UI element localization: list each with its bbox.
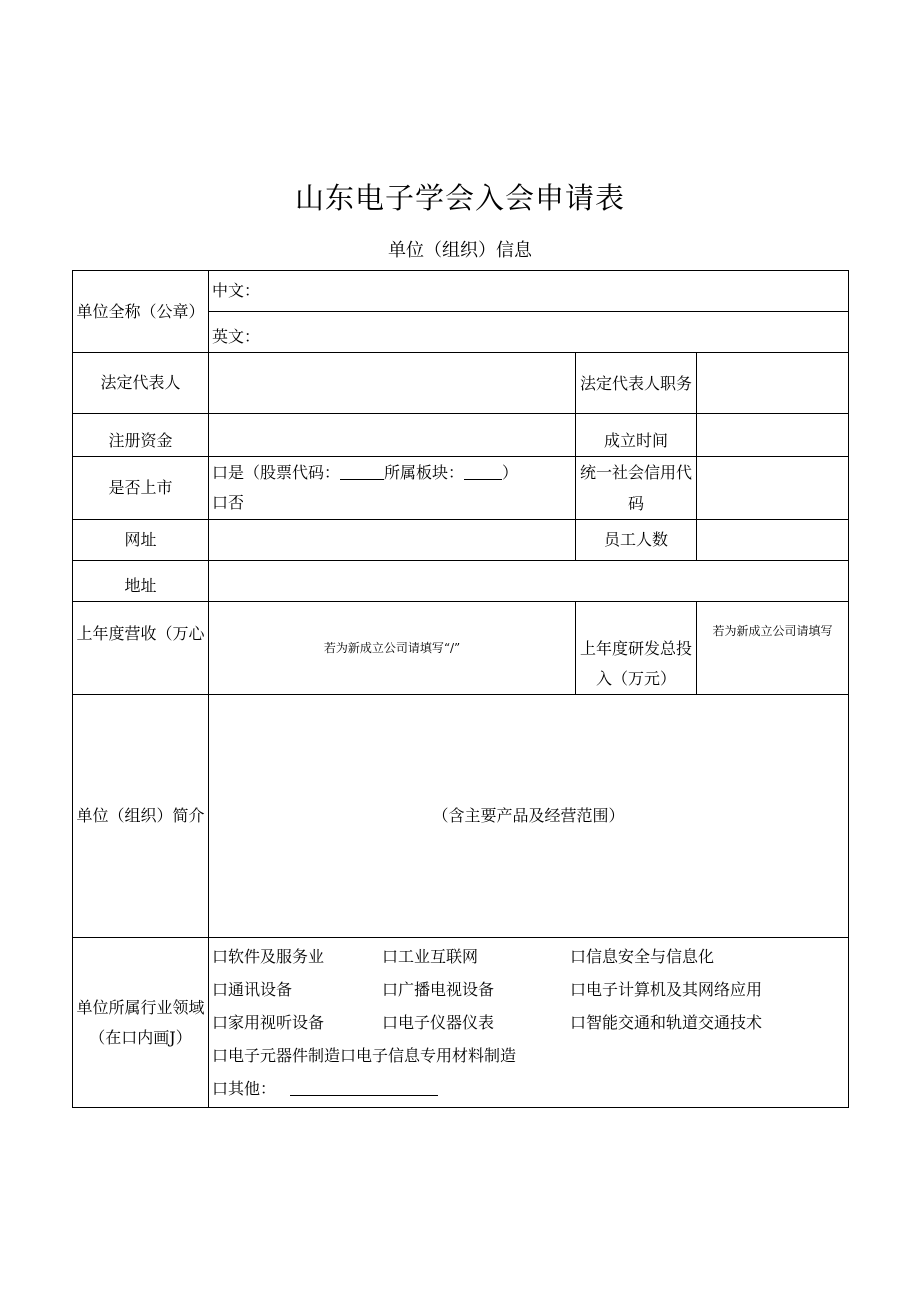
industry-option-software[interactable]: 口软件及服务业 <box>212 947 325 966</box>
field-industry <box>209 938 849 1108</box>
intro-note: （含主要产品及经营范围） <box>432 806 625 825</box>
label-legal-rep-position: 法定代表人职务 <box>576 353 697 414</box>
field-address[interactable] <box>209 561 849 602</box>
label-legal-rep: 法定代表人 <box>73 353 209 414</box>
label-address: 地址 <box>73 561 209 602</box>
row-website <box>73 520 849 561</box>
revenue-note: 若为新成立公司请填写“/” <box>323 641 461 655</box>
label-full-name: 单位全称（公章） <box>73 271 209 353</box>
field-legal-rep-position[interactable] <box>697 353 849 414</box>
industry-option-other[interactable]: 口其他： <box>212 1079 277 1098</box>
industry-option-industrial-internet[interactable]: 口工业互联网 <box>382 947 479 966</box>
row-full-name <box>73 271 849 312</box>
other-blank[interactable] <box>290 1077 438 1096</box>
industry-line-5 <box>212 1072 845 1105</box>
section-subtitle: 单位（组织）信息 <box>388 240 532 261</box>
field-listed[interactable] <box>209 457 576 520</box>
label-established: 成立时间 <box>576 414 697 457</box>
field-capital[interactable] <box>209 414 576 457</box>
industry-line-4 <box>212 1039 845 1072</box>
row-legal-rep <box>73 353 849 414</box>
field-established[interactable] <box>697 414 849 457</box>
stock-code-blank[interactable] <box>340 461 384 480</box>
label-listed: 是否上市 <box>73 457 209 520</box>
industry-line-1 <box>212 940 845 973</box>
board-text: 所属板块： <box>384 463 465 482</box>
field-english-name[interactable] <box>209 312 849 353</box>
application-form-table <box>72 270 849 1108</box>
industry-option-broadcast[interactable]: 口广播电视设备 <box>382 980 495 999</box>
label-revenue: 上年度营收（万心 <box>73 602 209 695</box>
row-listed <box>73 457 849 520</box>
row-revenue <box>73 602 849 695</box>
industry-option-computer-network[interactable]: 口电子计算机及其网络应用 <box>570 980 763 999</box>
industry-option-instruments[interactable]: 口电子仪器仪表 <box>382 1013 495 1032</box>
industry-option-smart-transport[interactable]: 口智能交通和轨道交通技术 <box>570 1013 763 1032</box>
row-intro <box>73 695 849 938</box>
english-prefix: 英文： <box>212 327 261 346</box>
field-website[interactable] <box>209 520 576 561</box>
industry-option-telecom[interactable]: 口通讯设备 <box>212 980 293 999</box>
field-revenue[interactable] <box>209 602 576 695</box>
field-credit-code[interactable] <box>697 457 849 520</box>
label-industry: 单位所属行业领域（在口内画J） <box>73 938 209 1108</box>
field-intro[interactable] <box>209 695 849 938</box>
industry-option-materials[interactable]: 口电子信息专用材料制造 <box>340 1046 517 1065</box>
industry-line-2 <box>212 973 845 1006</box>
close-paren: ） <box>502 463 519 482</box>
form-title: 山东电子学会入会申请表 <box>294 181 625 215</box>
board-blank[interactable] <box>464 461 502 480</box>
industry-line-3 <box>212 1006 845 1039</box>
industry-option-components[interactable]: 口电子元器件制造 <box>212 1046 341 1065</box>
label-intro: 单位（组织）简介 <box>73 695 209 938</box>
industry-option-info-security[interactable]: 口信息安全与信息化 <box>570 947 715 966</box>
field-chinese-name[interactable] <box>209 271 849 312</box>
label-rd-investment: 上年度研发总投入（万元） <box>576 602 697 695</box>
row-industry <box>73 938 849 1108</box>
industry-option-home-av[interactable]: 口家用视听设备 <box>212 1013 325 1032</box>
label-website: 网址 <box>73 520 209 561</box>
listed-yes-line <box>212 458 572 488</box>
field-rd-investment[interactable] <box>697 602 849 695</box>
label-capital: 注册资金 <box>73 414 209 457</box>
row-capital <box>73 414 849 457</box>
chinese-prefix: 中文： <box>212 281 261 300</box>
rd-note: 若为新成立公司请填写 <box>712 624 833 638</box>
label-employees: 员工人数 <box>576 520 697 561</box>
row-address <box>73 561 849 602</box>
field-employees[interactable] <box>697 520 849 561</box>
label-credit-code: 统一社会信用代码 <box>576 457 697 520</box>
listed-yes-option[interactable]: 口是（股票代码： <box>212 463 341 482</box>
listed-no-option[interactable]: 口否 <box>212 493 245 512</box>
field-legal-rep[interactable] <box>209 353 576 414</box>
